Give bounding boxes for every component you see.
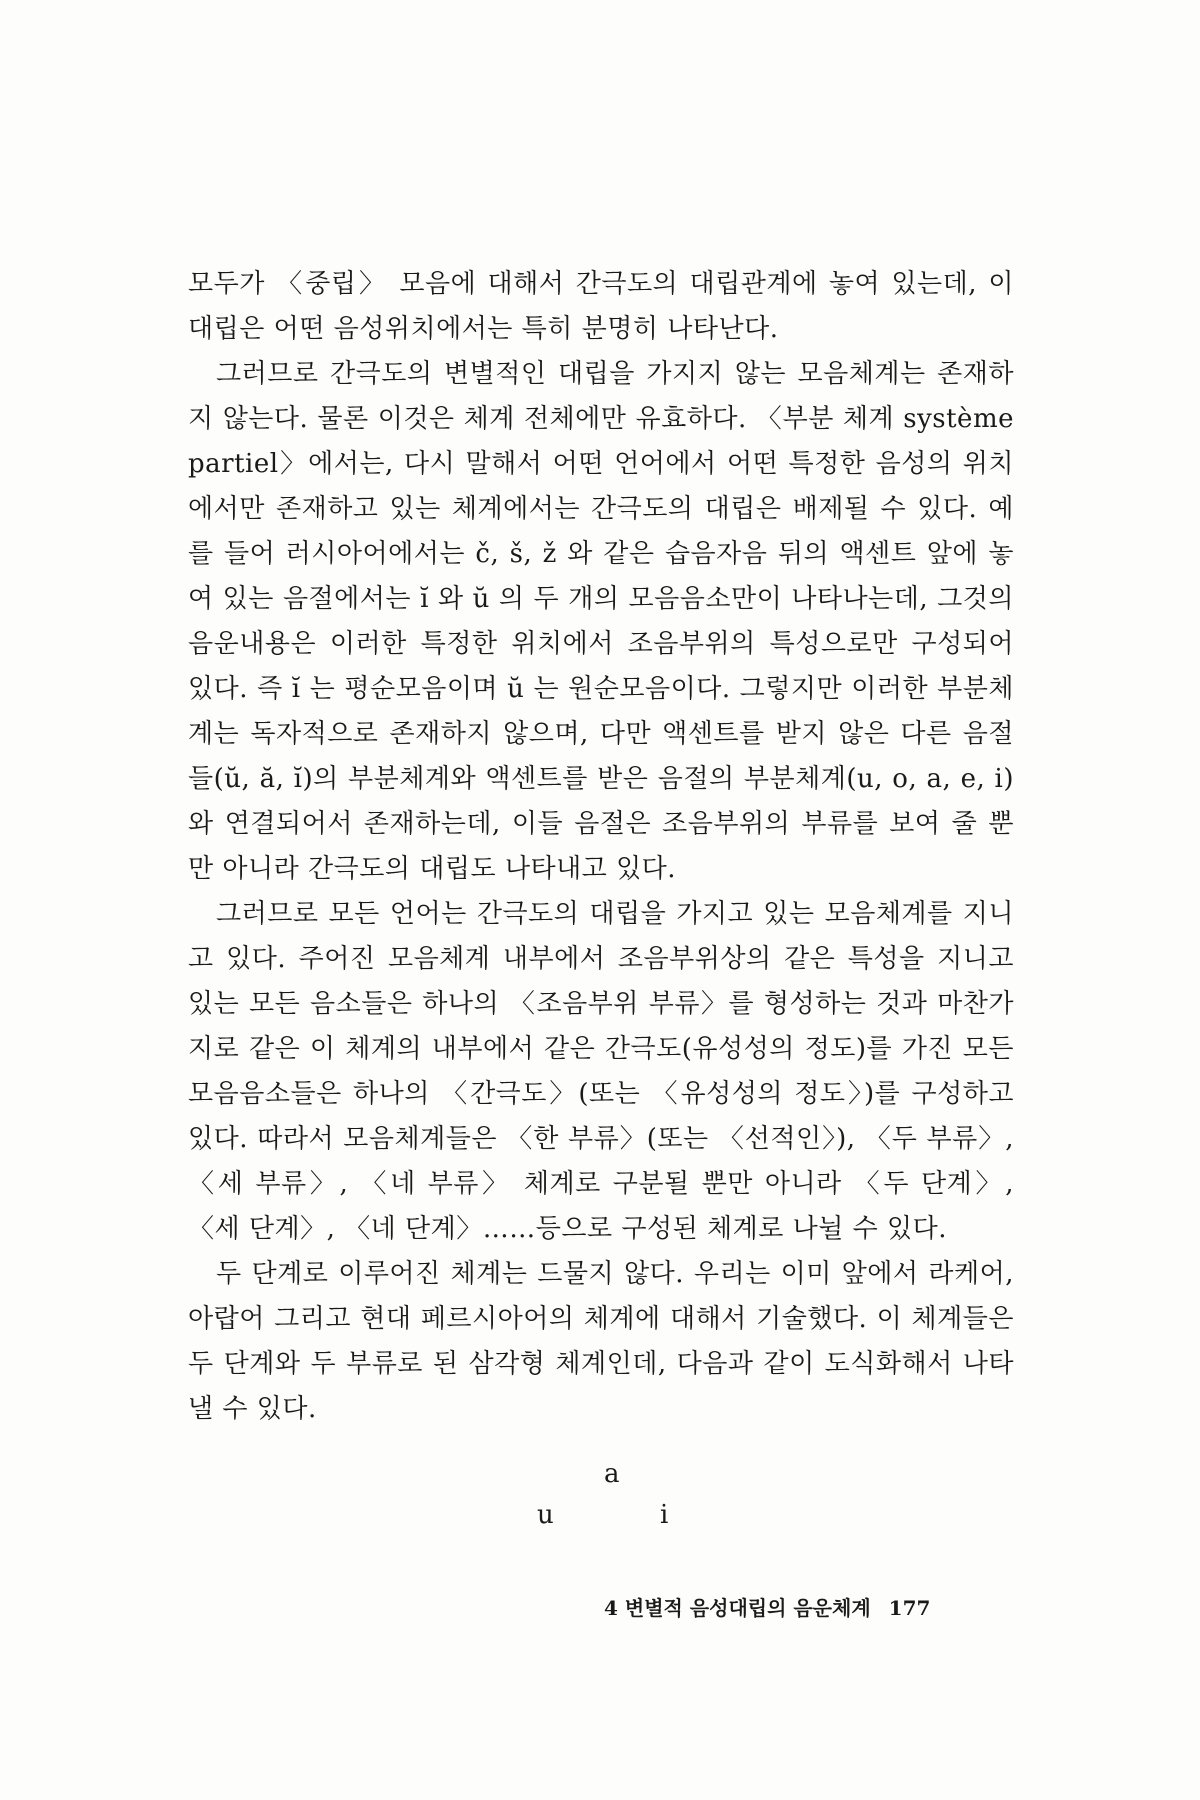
- page-footer: [604, 1594, 1014, 1622]
- chapter-title: 4 변별적 음성대립의 음운체계: [604, 1596, 871, 1620]
- body-text: [188, 262, 1014, 1432]
- vowel-i: i: [660, 1500, 669, 1530]
- paragraph-3: 그러므로 모든 언어는 간극도의 대립을 가지고 있는 모음체계를 지니고 있다. 주어진 모음체계 내부에서 조음부위상의 같은 특성을 지니고 있는 모든 음소들은 하나의 〈조음부위 부류〉를 형성하는 것과 마찬가지로 같은 이 체계의 내부에서 같은 간극도(유성성의 정도)를 가진 모든 모음음소들은 하나의 〈간극도〉(또는 〈유성성의 정도〉)를 구성하고 있다. 따라서 모음체계들은 〈한 부류〉(또는 〈선적인〉), 〈두 부류〉, 〈세 부류〉, 〈네 부류〉 체계로 구분될 뿐만 아니라 〈두 단계〉, 〈세 단계〉, 〈네 단계〉……등으로 구성된 체계로 나뉠 수 있다.: [188, 899, 1014, 1244]
- paragraph-2: 그러므로 간극도의 변별적인 대립을 가지지 않는 모음체계는 존재하지 않는다. 물론 이것은 체계 전체에만 유효하다. 〈부분 체계 système partiel〉에서는, 다시 말해서 어떤 언어에서 어떤 특정한 음성의 위치에서만 존재하고 있는 체계에서는 간극도의 대립은 배제될 수 있다. 예를 들어 러시아어에서는 č, š, ž 와 같은 습음자음 뒤의 액센트 앞에 놓여 있는 음절에서는 ĭ 와 ŭ 의 두 개의 모음음소만이 나타나는데, 그것의 음운내용은 이러한 특정한 위치에서 조음부위의 특성으로만 구성되어 있다. 즉 ĭ 는 평순모음이며 ŭ 는 원순모음이다. 그렇지만 이러한 부분체계는 독자적으로 존재하지 않으며, 다만 액센트를 받지 않은 다른 음절들(ŭ, ă, ĭ)의 부분체계와 액센트를 받은 음절의 부분체계(u, o, a, e, i)와 연결되어서 존재하는데, 이들 음절은 조음부위의 부류를 보여 줄 뿐만 아니라 간극도의 대립도 나타내고 있다.: [188, 359, 1014, 884]
- vowel-u: u: [537, 1500, 554, 1530]
- paragraph-4: 두 단계로 이루어진 체계는 드물지 않다. 우리는 이미 앞에서 라케어, 아랍어 그리고 현대 페르시아어의 체계에 대해서 기술했다. 이 체계들은 두 단계와 두 부류로 된 삼각형 체계인데, 다음과 같이 도식화해서 나타낼 수 있다.: [188, 1259, 1014, 1424]
- page-number: 177: [888, 1596, 931, 1620]
- vowel-a: a: [604, 1459, 620, 1489]
- paragraph-1: 모두가 〈중립〉 모음에 대해서 간극도의 대립관계에 놓여 있는데, 이 대립은 어떤 음성위치에서는 특히 분명히 나타난다.: [188, 269, 1014, 344]
